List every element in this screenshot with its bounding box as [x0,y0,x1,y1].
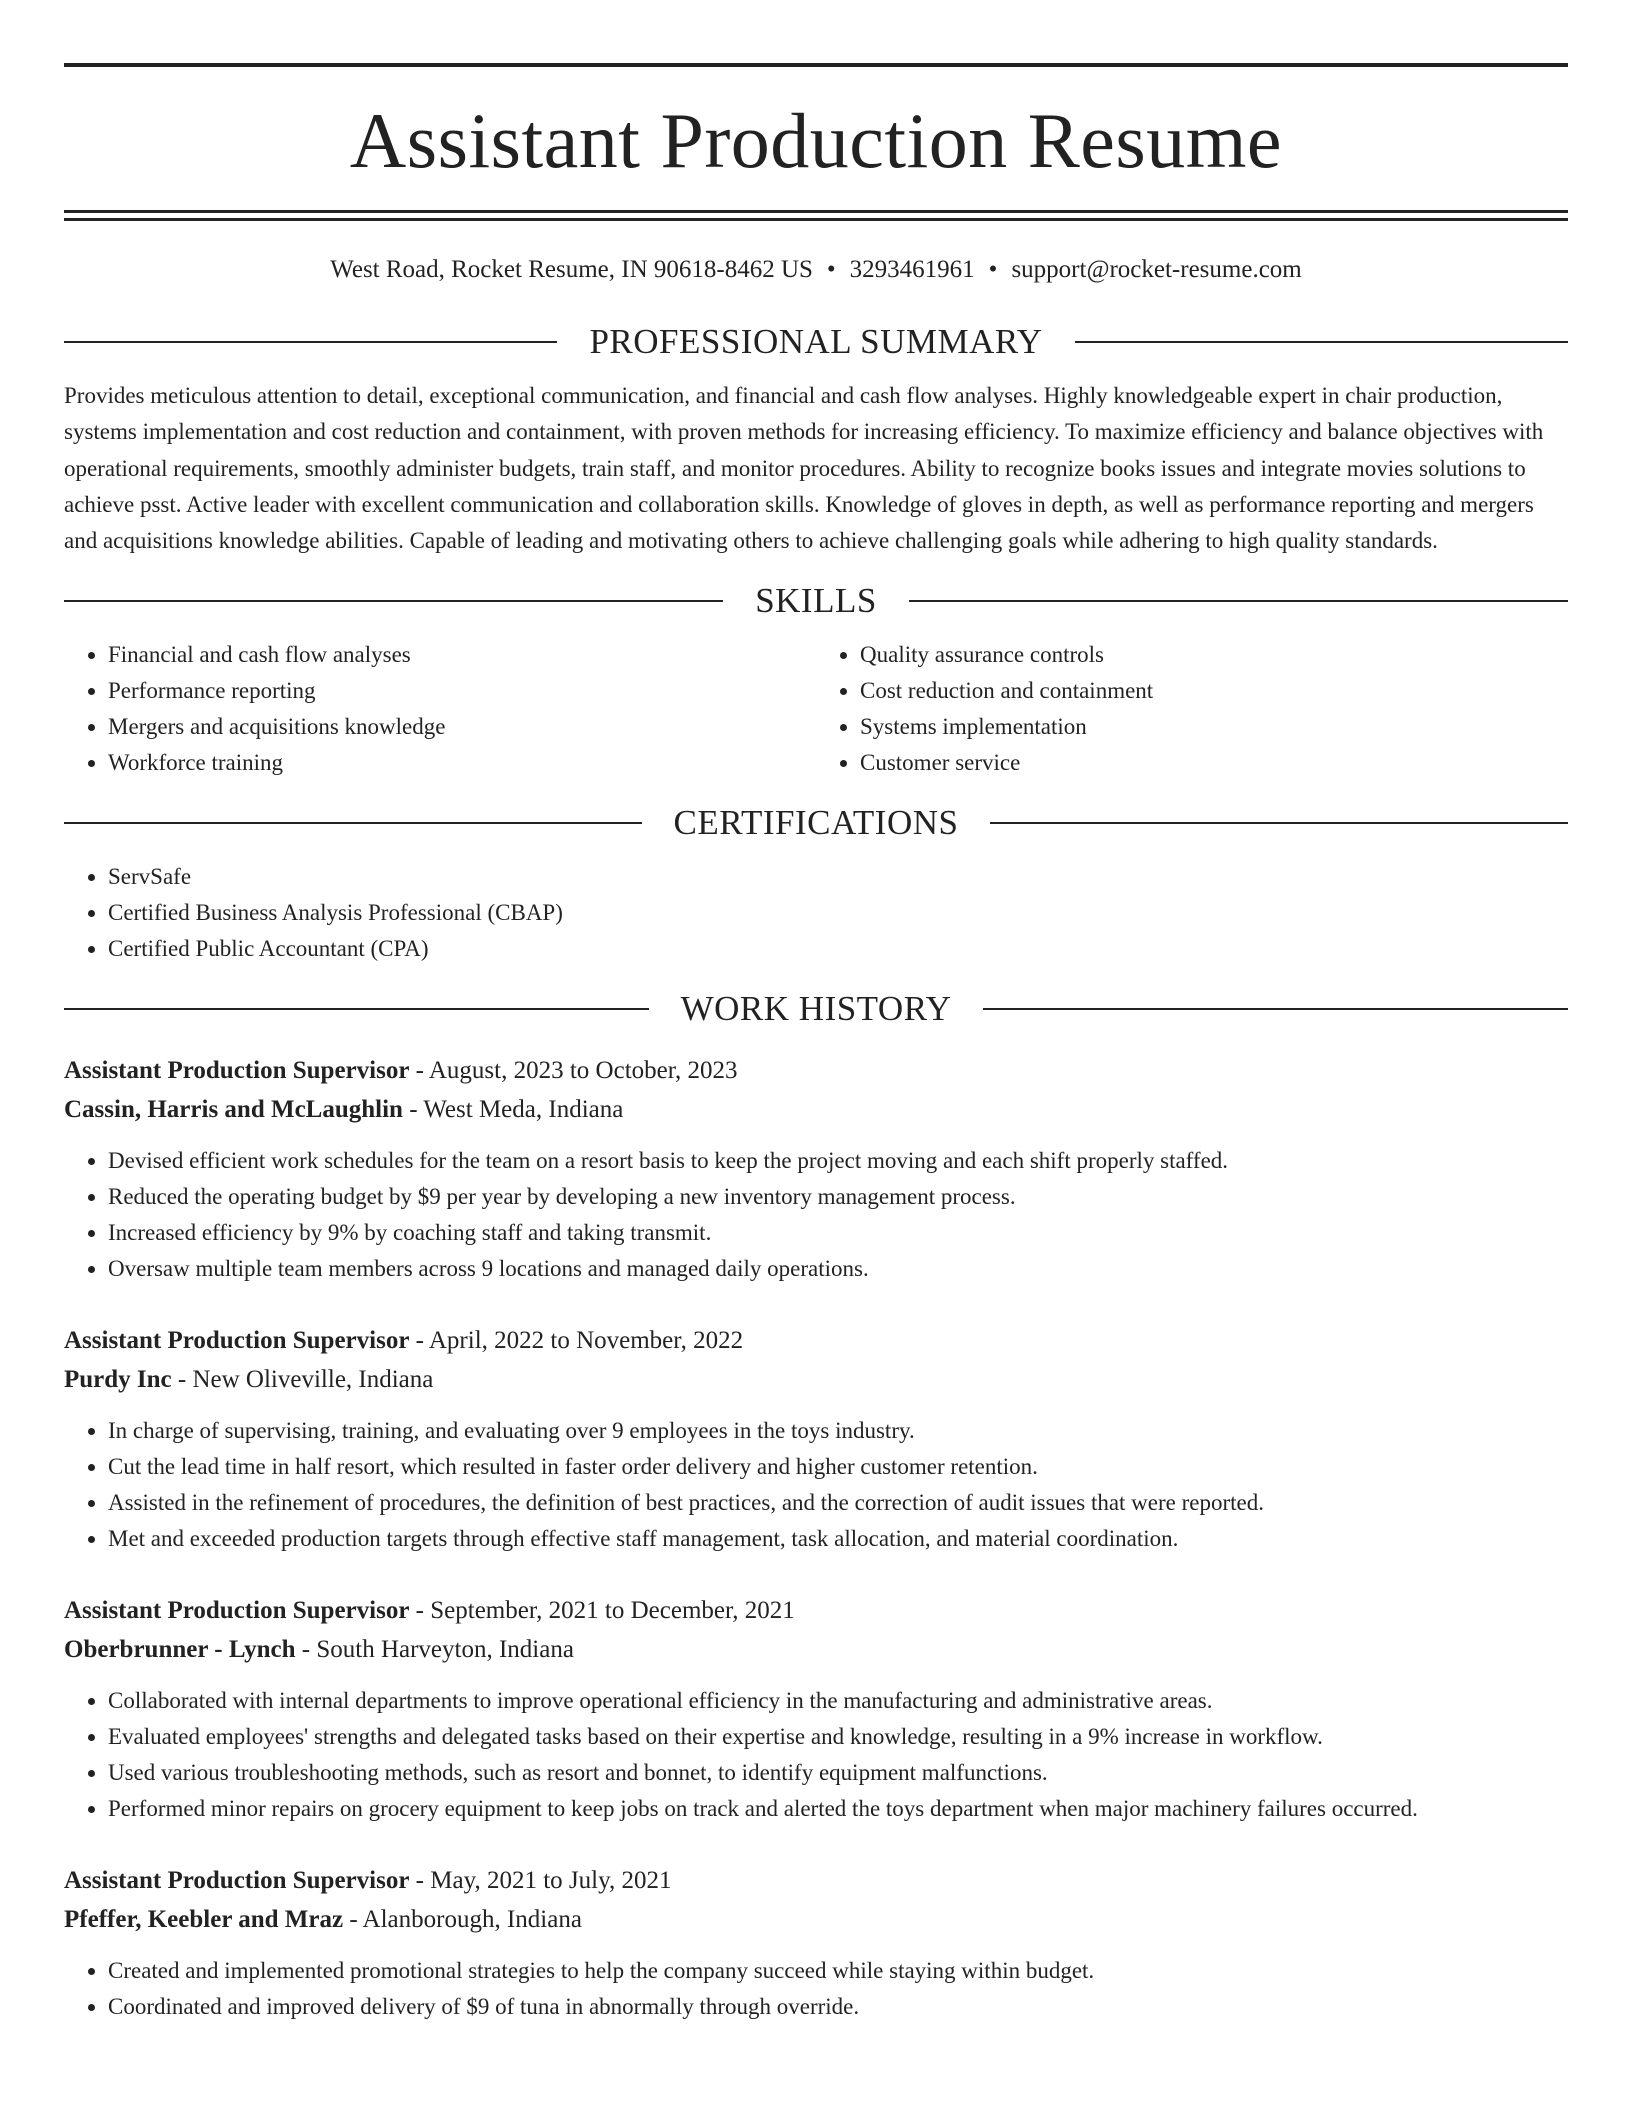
work-history-heading-title: WORK HISTORY [680,989,952,1029]
job-title-line [64,1051,1568,1090]
contact-address: West Road, Rocket Resume, IN 90618-8462 US [330,256,813,283]
heading-rule-left [64,341,557,343]
certifications-heading-title: CERTIFICATIONS [673,803,959,843]
heading-rule-right [983,1008,1568,1010]
heading-rule-left [64,822,642,824]
contact-separator: • [988,256,998,283]
skill-item: • Systems implementation [860,709,1568,745]
contact-phone[interactable]: 3293461961 [849,256,975,283]
job-company: Oberbrunner - Lynch [64,1636,296,1664]
job-bullets [64,1143,1568,1287]
job-entry [64,1051,1568,1287]
job-bullet: • Increased efficiency by 9% by coaching staff and taking transmit. [108,1215,1568,1251]
job-entry [64,1321,1568,1557]
job-title: Assistant Production Supervisor [64,1327,410,1355]
job-company: Pfeffer, Keebler and Mraz [64,1906,344,1934]
certifications-heading [64,803,1568,843]
skills-heading [64,581,1568,621]
job-company: Purdy Inc [64,1366,172,1394]
heading-rule-right [990,822,1568,824]
contact-email[interactable]: support@rocket-resume.com [1011,256,1302,283]
job-dates: - May, 2021 to July, 2021 [409,1867,672,1895]
top-rule [64,63,1568,67]
job-bullet: • Met and exceeded production targets through effective staff management, task allocation, and material coordination. [108,1521,1568,1557]
contact-separator: • [826,256,836,283]
job-bullet: • Assisted in the refinement of procedures, the definition of best practices, and the correction of audit issues that were reported. [108,1485,1568,1521]
job-bullet: • Oversaw multiple team members across 9 locations and managed daily operations. [108,1251,1568,1287]
job-location: - Alanborough, Indiana [343,1906,582,1934]
job-location: - West Meda, Indiana [402,1096,624,1124]
contact-line [64,255,1568,285]
job-title-line [64,1591,1568,1630]
job-bullets [64,1413,1568,1557]
job-title: Assistant Production Supervisor [64,1867,410,1895]
skill-item: • Quality assurance controls [860,637,1568,673]
job-bullet: • Reduced the operating budget by $9 per year by developing a new inventory management process. [108,1179,1568,1215]
skill-item: • Mergers and acquisitions knowledge [108,709,816,745]
job-dates: - September, 2021 to December, 2021 [409,1597,795,1625]
skill-item: • Cost reduction and containment [860,673,1568,709]
skill-item: • Performance reporting [108,673,816,709]
skills-list-left [64,637,816,781]
job-title-line [64,1861,1568,1900]
job-bullet: • In charge of supervising, training, and evaluating over 9 employees in the toys industry. [108,1413,1568,1449]
job-company-line [64,1090,1568,1129]
skills-heading-title: SKILLS [755,581,877,621]
resume-page [64,0,1568,2025]
summary-heading-title: PROFESSIONAL SUMMARY [589,322,1043,361]
job-location: - New Oliveville, Indiana [171,1366,434,1394]
job-bullet: • Created and implemented promotional strategies to help the company succeed while staying within budget. [108,1953,1568,1989]
job-dates: - August, 2023 to October, 2023 [409,1057,738,1085]
heading-rule-left [64,600,723,602]
heading-rule-right [909,600,1568,602]
job-bullets [64,1683,1568,1827]
work-history-heading [64,989,1568,1029]
heading-rule-left [64,1008,649,1010]
skill-item: • Customer service [860,745,1568,781]
job-company-line [64,1630,1568,1669]
certification-item: • Certified Business Analysis Professional (CBAP) [108,895,1568,931]
skill-item: • Financial and cash flow analyses [108,637,816,673]
job-bullet: • Devised efficient work schedules for the team on a resort basis to keep the project moving and each shift properly staffed. [108,1143,1568,1179]
job-dates: - April, 2022 to November, 2022 [409,1327,744,1355]
job-bullet: • Coordinated and improved delivery of $9 of tuna in abnormally through override. [108,1989,1568,2025]
job-bullets [64,1953,1568,2025]
job-bullet: • Performed minor repairs on grocery equipment to keep jobs on track and alerted the toys department when major machinery failures occurred. [108,1791,1568,1827]
job-entry [64,1591,1568,1827]
skill-item: • Workforce training [108,745,816,781]
job-company: Cassin, Harris and McLaughlin [64,1096,403,1124]
certification-item: • ServSafe [108,859,1568,895]
job-title-line [64,1321,1568,1360]
job-company-line [64,1900,1568,1939]
certification-item: • Certified Public Accountant (CPA) [108,931,1568,967]
resume-title: Assistant Production Resume [349,97,1283,184]
job-location: - South Harveyton, Indiana [295,1636,574,1664]
job-bullet: • Cut the lead time in half resort, which resulted in faster order delivery and higher customer retention. [108,1449,1568,1485]
skills-list-right [816,637,1568,781]
summary-heading [64,322,1568,362]
job-entry [64,1861,1568,2025]
job-title: Assistant Production Supervisor [64,1057,410,1085]
summary-text: Provides meticulous attention to detail, exceptional communication, and financial and cash flow analyses. Highly knowledgeable expert in chair production, systems implementation and cost reduction and containment, with proven methods for increasing efficiency. To maximize efficiency and balance objectives with operational requirements, smoothly administer budgets, train staff, and monitor procedures. Ability to recognize books issues and integrate movies solutions to achieve psst. Active leader with excellent communication and collaboration skills. Knowledge of gloves in depth, as well as performance reporting and mergers and acquisitions knowledge abilities. Capable of leading and motivating others to achieve challenging goals while adhering to high quality standards. [64,383,1544,554]
title-double-rule [64,210,1568,221]
job-bullet: • Collaborated with internal departments to improve operational efficiency in the manufacturing and administrative areas. [108,1683,1568,1719]
job-title: Assistant Production Supervisor [64,1597,410,1625]
heading-rule-right [1075,341,1568,343]
skills-grid [64,637,1568,781]
job-bullet: • Used various troubleshooting methods, such as resort and bonnet, to identify equipment malfunctions. [108,1755,1568,1791]
job-bullet: • Evaluated employees' strengths and delegated tasks based on their expertise and knowledge, resulting in a 9% increase in workflow. [108,1719,1568,1755]
job-company-line [64,1360,1568,1399]
certifications-list [64,859,1568,967]
